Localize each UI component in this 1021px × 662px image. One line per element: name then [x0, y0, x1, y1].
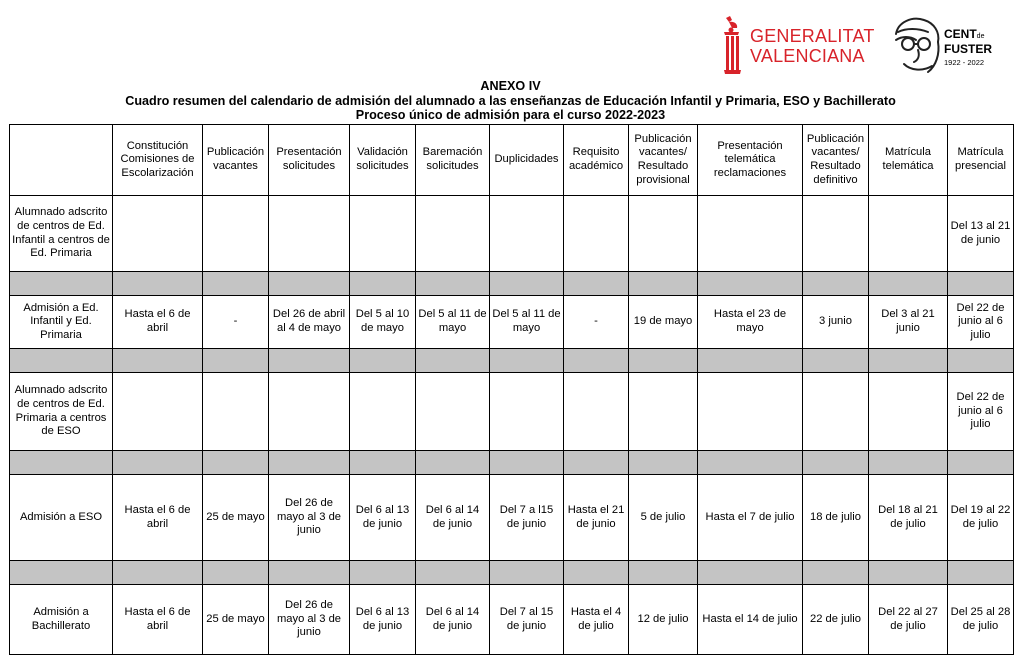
table-cell [490, 196, 564, 272]
separator-row [10, 272, 1014, 296]
table-row [10, 475, 1014, 561]
column-header: Presentación solicitudes [269, 125, 350, 196]
table-cell [350, 373, 416, 451]
table-cell [629, 196, 698, 272]
column-header: Requisito académico [564, 125, 629, 196]
table-cell: Del 26 de mayo al 3 de junio [269, 475, 350, 561]
table-cell: 18 de julio [803, 475, 869, 561]
table-cell [629, 373, 698, 451]
table-cell: Hasta el 7 de julio [698, 475, 803, 561]
row-label: Admisión a Bachillerato [10, 585, 113, 655]
table-cell: Del 19 al 22 de julio [948, 475, 1014, 561]
column-header: Publicación vacantes/ Resultado provisional [629, 125, 698, 196]
table-cell: Del 7 a l15 de junio [490, 475, 564, 561]
table-cell: Del 26 de mayo al 3 de junio [269, 585, 350, 655]
table-cell: 22 de julio [803, 585, 869, 655]
table-cell: Hasta el 23 de mayo [698, 296, 803, 349]
column-header: Presentación telemática reclamaciones [698, 125, 803, 196]
generalitat-line2: VALENCIANA [750, 46, 865, 66]
table-cell: 19 de mayo [629, 296, 698, 349]
column-header: Validación solicitudes [350, 125, 416, 196]
table-cell: 25 de mayo [203, 585, 269, 655]
column-header [10, 125, 113, 196]
generalitat-emblem-icon [720, 16, 746, 74]
table-row [10, 585, 1014, 655]
document-subtitle: Proceso único de admisión para el curso 2022-2023 [355, 108, 666, 122]
table-cell: Del 6 al 13 de junio [350, 585, 416, 655]
table-cell: Del 5 al 10 de mayo [350, 296, 416, 349]
column-header: Matrícula presencial [948, 125, 1014, 196]
table-cell [269, 373, 350, 451]
table-cell [698, 373, 803, 451]
fuster-word-de: de [976, 33, 985, 40]
table-cell: 25 de mayo [203, 475, 269, 561]
table-row [10, 296, 1014, 349]
table-cell: - [564, 296, 629, 349]
table-row [10, 373, 1014, 451]
column-header: Publicación vacantes [203, 125, 269, 196]
table-cell [203, 373, 269, 451]
table-cell [269, 196, 350, 272]
table-cell: Hasta el 14 de julio [698, 585, 803, 655]
table-cell: Del 3 al 21 junio [869, 296, 948, 349]
separator-row [10, 349, 1014, 373]
row-label: Admisión a ESO [10, 475, 113, 561]
fuster-years: 1922 - 2022 [944, 58, 985, 67]
table-cell: Del 5 al 11 de mayo [490, 296, 564, 349]
logos-area [0, 14, 1021, 80]
table-cell [564, 373, 629, 451]
table-cell [203, 196, 269, 272]
table-cell [564, 196, 629, 272]
generalitat-wordmark [750, 26, 875, 66]
table-cell [698, 196, 803, 272]
table-cell: Del 6 al 14 de junio [416, 475, 490, 561]
table-cell: 12 de julio [629, 585, 698, 655]
table-cell: Del 6 al 14 de junio [416, 585, 490, 655]
column-header: Constitución Comisiones de Escolarización [113, 125, 203, 196]
table-cell [113, 196, 203, 272]
fuster-portrait-icon [888, 14, 946, 76]
table-header-row [10, 125, 1014, 196]
table-cell: Hasta el 6 de abril [113, 475, 203, 561]
fuster-word-fuster: FUSTER [944, 42, 992, 56]
column-header: Matrícula telemática [869, 125, 948, 196]
generalitat-line1: GENERALITAT [750, 26, 875, 46]
table-cell [113, 373, 203, 451]
table-cell: - [203, 296, 269, 349]
column-header: Baremación solicitudes [416, 125, 490, 196]
row-label: Admisión a Ed. Infantil y Ed. Primaria [10, 296, 113, 349]
table-cell [803, 196, 869, 272]
annex-title: ANEXO IV [480, 79, 541, 93]
generalitat-valenciana-logo [720, 16, 875, 74]
admission-calendar-table [9, 124, 1014, 655]
table-cell [416, 196, 490, 272]
table-cell: Del 25 al 28 de julio [948, 585, 1014, 655]
table-cell: Hasta el 4 de julio [564, 585, 629, 655]
table-cell: Hasta el 6 de abril [113, 296, 203, 349]
row-label: Alumnado adscrito de centros de Ed. Primaria a centros de ESO [10, 373, 113, 451]
column-header: Duplicidades [490, 125, 564, 196]
table-row [10, 196, 1014, 272]
separator-row [10, 561, 1014, 585]
fuster-wordmark [944, 28, 992, 69]
table-cell [350, 196, 416, 272]
table-cell: Hasta el 6 de abril [113, 585, 203, 655]
table-cell: Del 13 al 21 de junio [948, 196, 1014, 272]
table-cell: Del 22 de junio al 6 julio [948, 373, 1014, 451]
document-title: Cuadro resumen del calendario de admisión del alumnado a las enseñanzas de Educación Infantil y Primaria, ESO y Bachillerato [125, 93, 896, 108]
table-cell: Del 22 al 27 de julio [869, 585, 948, 655]
table-cell: Del 18 al 21 de julio [869, 475, 948, 561]
cent-de-fuster-logo [888, 14, 1008, 76]
table-cell: Del 5 al 11 de mayo [416, 296, 490, 349]
table-cell [869, 196, 948, 272]
table-cell: Del 7 al 15 de junio [490, 585, 564, 655]
table-cell: 5 de julio [629, 475, 698, 561]
table-cell: Del 6 al 13 de junio [350, 475, 416, 561]
table-cell [416, 373, 490, 451]
row-label: Alumnado adscrito de centros de Ed. Infantil a centros de Ed. Primaria [10, 196, 113, 272]
table-cell: Hasta el 21 de junio [564, 475, 629, 561]
fuster-word-cent: CENT [944, 27, 977, 41]
table-cell: Del 26 de abril al 4 de mayo [269, 296, 350, 349]
separator-row [10, 451, 1014, 475]
table-cell [490, 373, 564, 451]
table-cell: Del 22 de junio al 6 julio [948, 296, 1014, 349]
table-cell [869, 373, 948, 451]
table-cell [803, 373, 869, 451]
table-cell: 3 junio [803, 296, 869, 349]
column-header: Publicación vacantes/ Resultado definitivo [803, 125, 869, 196]
document-header [0, 79, 1021, 123]
